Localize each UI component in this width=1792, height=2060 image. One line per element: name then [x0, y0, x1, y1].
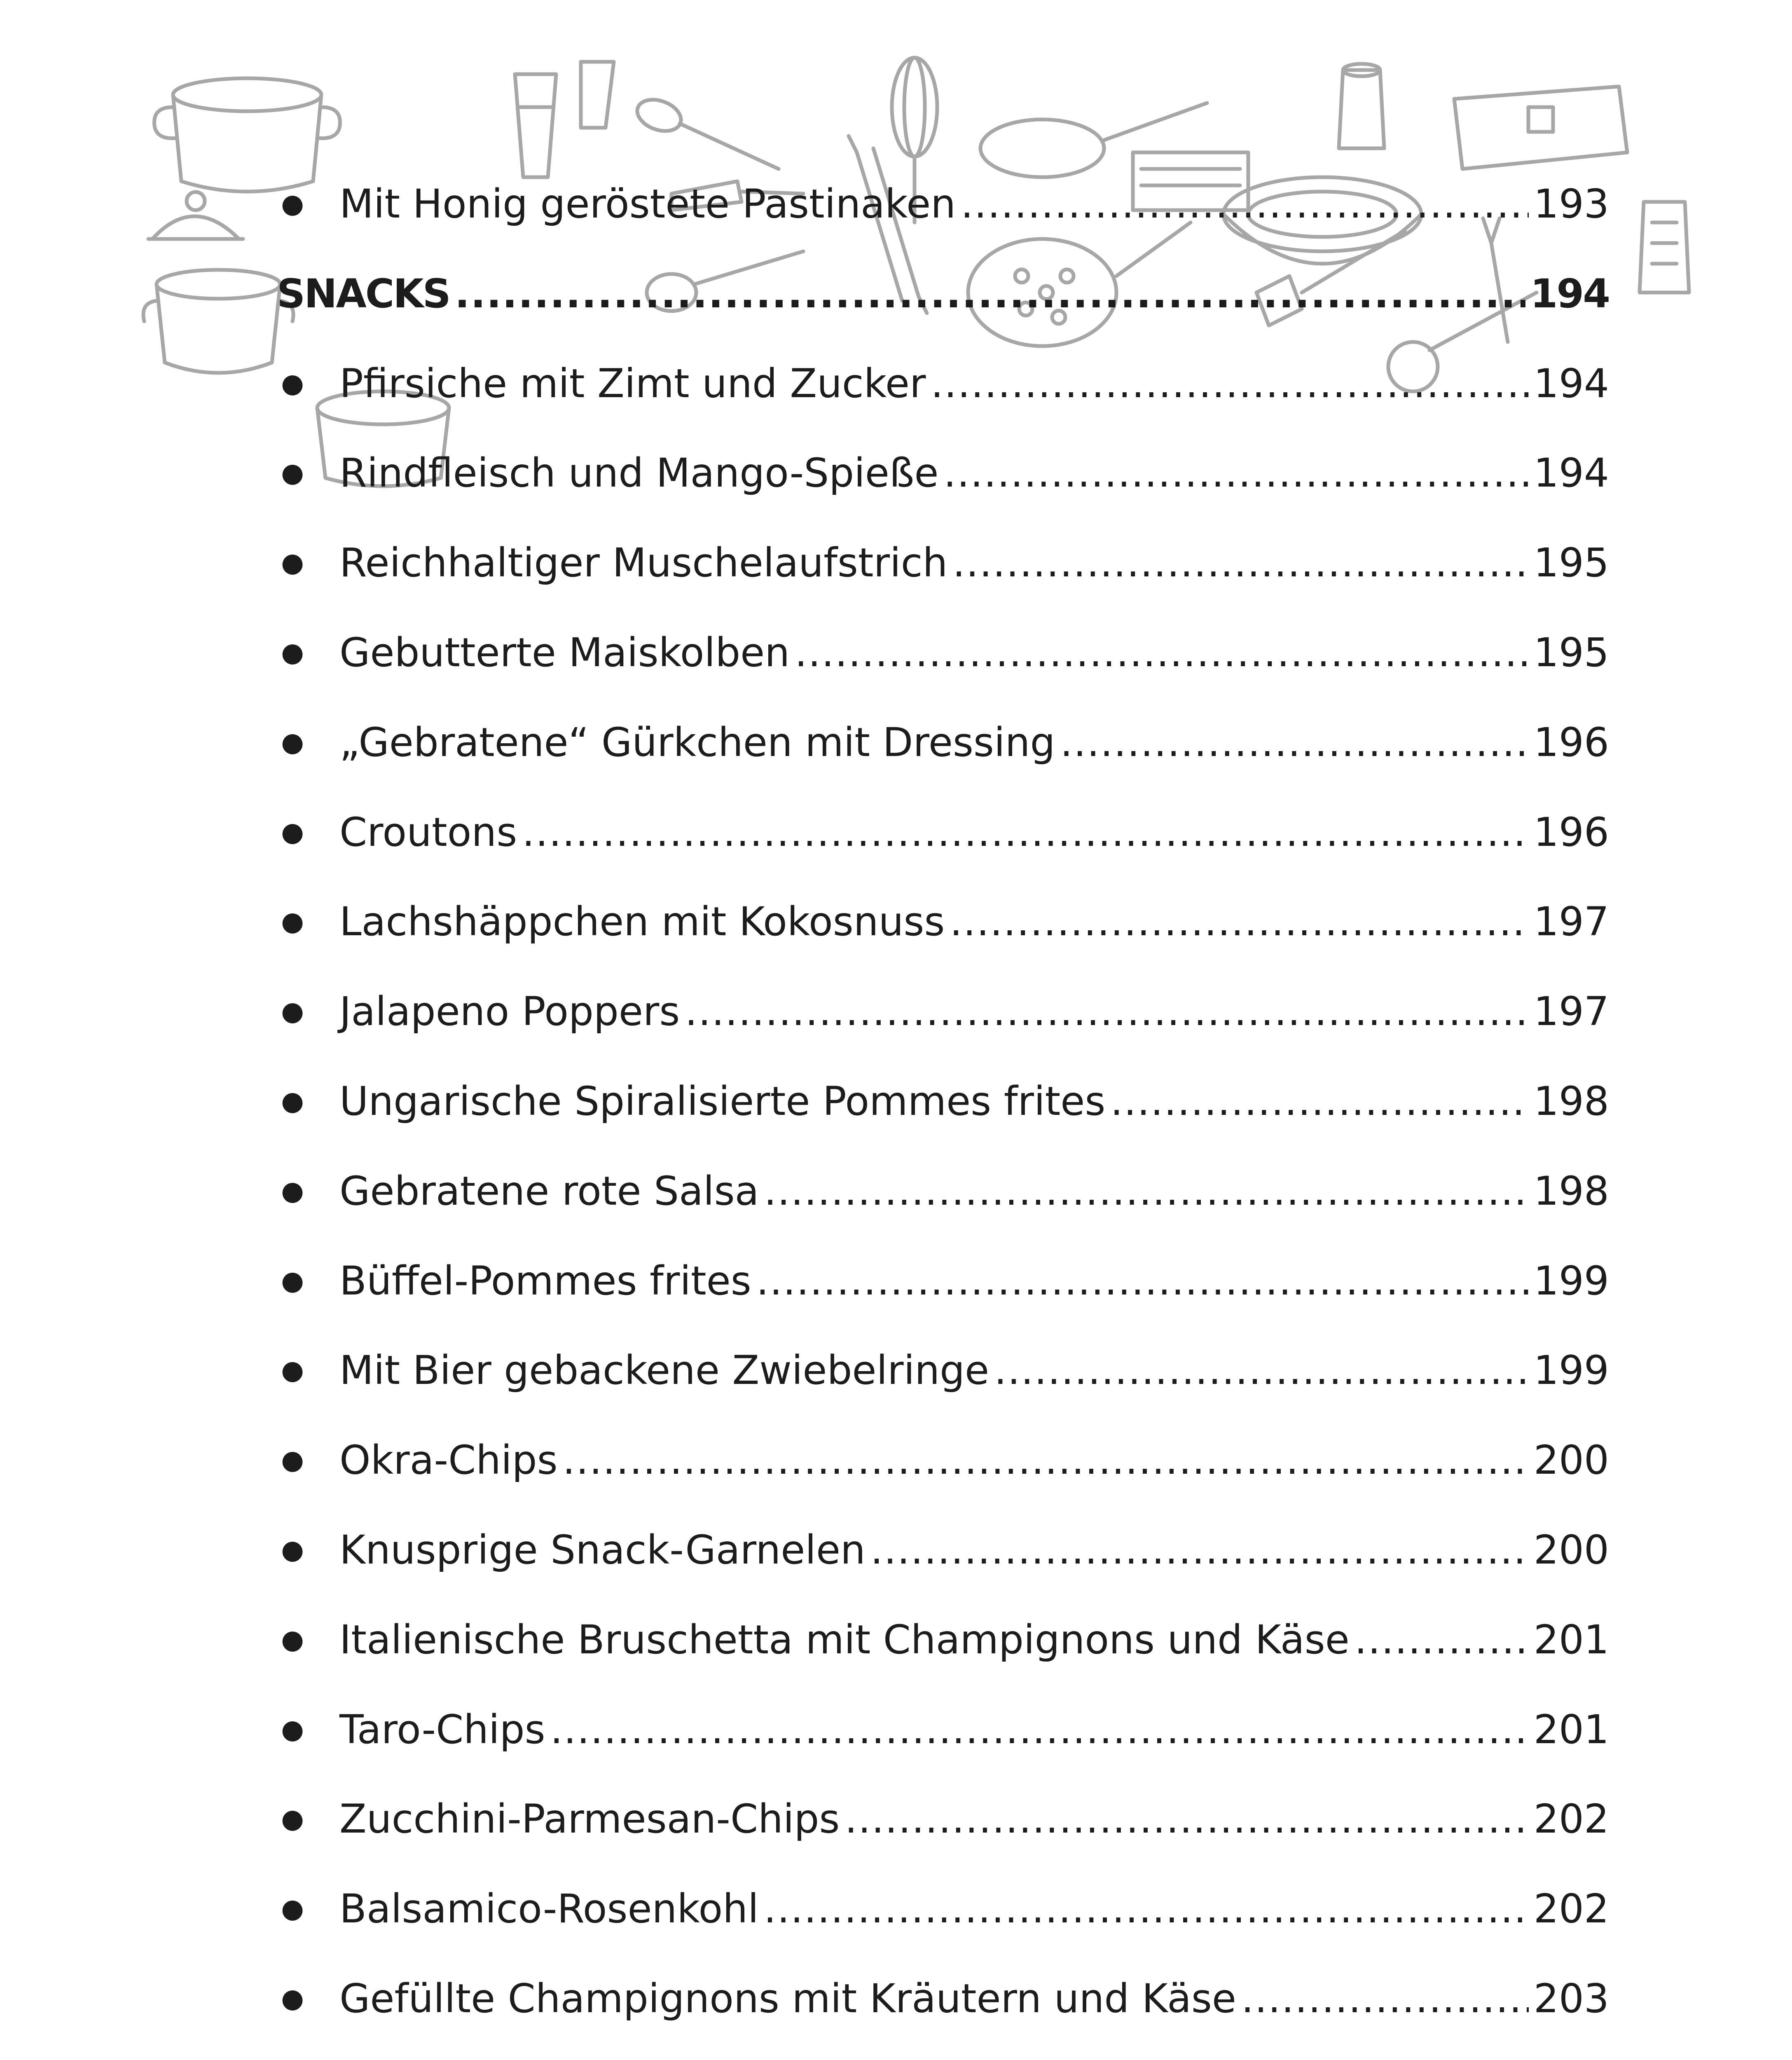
entry-title: Zucchini-Parmesan-Chips: [339, 1796, 840, 1842]
toc-line: [339, 1160, 1609, 1222]
toc-entry[interactable]: [277, 801, 1609, 863]
bullet-icon: ●: [281, 548, 304, 578]
page-number: [1534, 2058, 1609, 2060]
dot-leader: [563, 1429, 1529, 1491]
toc-line: [339, 712, 1609, 773]
toc-entry[interactable]: [277, 353, 1609, 414]
entry-title: Mit Bier gebackene Zwiebelringe: [339, 1347, 990, 1394]
toc-entry[interactable]: [277, 712, 1609, 773]
page-number: 195: [1533, 630, 1609, 676]
toc-entry[interactable]: [277, 442, 1609, 504]
page-number: 202: [1533, 1886, 1609, 1932]
bullet-icon: ●: [281, 1175, 304, 1206]
toc-entry[interactable]: [277, 1609, 1609, 1671]
toc-line: [339, 622, 1609, 684]
toc-line: [339, 173, 1609, 235]
page-number: 203: [1533, 1976, 1609, 2022]
toc-line: [339, 442, 1609, 504]
dot-leader: [550, 1699, 1529, 1760]
toc-entry[interactable]: [277, 2058, 1609, 2060]
dot-leader: [931, 353, 1528, 414]
toc-entry[interactable]: [277, 1788, 1609, 1850]
toc-section-heading[interactable]: [277, 263, 1609, 325]
dot-leader: [764, 1160, 1528, 1222]
bullet-icon: ●: [281, 1355, 304, 1386]
entry-title: Croutons: [339, 809, 517, 855]
entry-title: Gebutterte Maiskolben: [339, 630, 790, 676]
bullet-icon: ●: [281, 1624, 304, 1655]
bullet-icon: ●: [281, 1714, 304, 1745]
dot-leader: [685, 981, 1528, 1042]
bullet-icon: [280, 2058, 305, 2060]
page-number: 200: [1533, 1437, 1609, 1484]
toc-line: [339, 1788, 1609, 1850]
dot-leader: [1110, 1070, 1528, 1132]
toc-line: [339, 1339, 1609, 1401]
page-number: 198: [1533, 1078, 1609, 1124]
bullet-icon: ●: [281, 1894, 304, 1924]
toc-entry[interactable]: [277, 1250, 1609, 1312]
dot-leader: [756, 1250, 1529, 1312]
toc-entry[interactable]: [277, 1878, 1609, 1940]
bullet-icon: ●: [281, 727, 304, 758]
dot-leader: [943, 442, 1528, 504]
bullet-icon: ●: [281, 189, 304, 219]
bullet-icon: ●: [281, 1445, 304, 1476]
dot-leader: [952, 532, 1528, 594]
dot-leader: [961, 173, 1529, 235]
dot-leader: [1060, 712, 1528, 773]
entry-title: Rindfleisch und Mango-Spieße: [339, 450, 939, 496]
page-number: 193: [1533, 181, 1609, 227]
toc-entry[interactable]: [277, 1070, 1609, 1132]
page-number: 201: [1533, 1706, 1609, 1753]
dot-leader: [845, 1788, 1528, 1850]
toc-line: [339, 532, 1609, 594]
bullet-icon: ●: [281, 817, 304, 847]
toc-line: [339, 1878, 1609, 1940]
page-number: 201: [1533, 1616, 1609, 1663]
entry-title: Pfirsiche mit Zimt und Zucker: [339, 360, 926, 407]
bullet-icon: ●: [281, 1086, 304, 1117]
page-number: 202: [1533, 1796, 1609, 1842]
toc-entry[interactable]: [277, 891, 1609, 953]
entry-title: Ungarische Spiralisierte Pommes frites: [339, 1078, 1106, 1124]
entry-title: Jalapeno Poppers: [339, 988, 680, 1035]
bullet-icon: ●: [281, 368, 304, 399]
dot-leader: [1241, 1968, 1529, 2030]
toc-line: [339, 1519, 1609, 1581]
toc-entry[interactable]: [277, 1699, 1609, 1760]
page-number: 194: [1530, 270, 1609, 317]
toc-entry[interactable]: [277, 1429, 1609, 1491]
page-number: 198: [1533, 1168, 1609, 1214]
bullet-icon: ●: [281, 906, 304, 937]
entry-title: „Gebratene“ Gürkchen mit Dressing: [339, 719, 1055, 765]
page-number: 194: [1533, 360, 1609, 407]
entry-title: Taro-Chips: [339, 1706, 545, 1753]
toc-entry[interactable]: [277, 1968, 1609, 2030]
dot-leader: [1355, 1609, 1529, 1671]
page-number: 197: [1533, 899, 1609, 945]
entry-title: Gebratene rote Salsa: [339, 1168, 759, 1214]
entry-title: Italienische Bruschetta mit Champignons und Käse: [339, 1616, 1350, 1663]
toc-line: [339, 1609, 1609, 1671]
dot-leader: [950, 891, 1528, 953]
toc-entry[interactable]: [277, 1160, 1609, 1222]
bullet-icon: ●: [281, 1535, 304, 1565]
toc-line: [339, 891, 1609, 953]
bullet-icon: ●: [281, 1983, 304, 2014]
toc-line: [339, 2058, 1609, 2060]
entry-title: Knusprige Snack-Garnelen: [339, 1527, 866, 1573]
dot-leader: [794, 2058, 1529, 2060]
dot-leader: [764, 1878, 1529, 1940]
toc-line: [339, 1968, 1609, 2030]
bullet-icon: ●: [281, 996, 304, 1027]
entry-title: Mit Honig geröstete Pastinaken: [339, 181, 956, 227]
entry-title: [339, 2058, 789, 2060]
dot-leader: [795, 622, 1529, 684]
toc-entry[interactable]: [277, 622, 1609, 684]
toc-entry[interactable]: [277, 173, 1609, 235]
toc-line: [339, 1699, 1609, 1760]
page-number: 199: [1533, 1257, 1609, 1304]
toc-entry[interactable]: [277, 981, 1609, 1042]
toc-line: [339, 801, 1609, 863]
toc-line: [339, 981, 1609, 1042]
page-number: 196: [1533, 719, 1609, 765]
bullet-icon: ●: [281, 458, 304, 489]
dot-leader: [455, 263, 1525, 325]
entry-title: Lachshäppchen mit Kokosnuss: [339, 899, 945, 945]
dot-leader: [994, 1339, 1529, 1401]
page-number: 200: [1533, 1527, 1609, 1573]
page-number: 197: [1533, 988, 1609, 1035]
toc-entry[interactable]: [277, 532, 1609, 594]
dot-leader: [870, 1519, 1529, 1581]
entry-title: Gefüllte Champignons mit Kräutern und Käse: [339, 1976, 1236, 2022]
section-title: SNACKS: [277, 270, 450, 317]
entry-title: Büffel-Pommes frites: [339, 1257, 751, 1304]
toc-line: [277, 263, 1609, 325]
entry-title: Balsamico-Rosenkohl: [339, 1886, 759, 1932]
bullet-icon: ●: [281, 1804, 304, 1835]
toc-entry[interactable]: [277, 1519, 1609, 1581]
page-number: 195: [1533, 540, 1609, 586]
toc-line: [339, 1429, 1609, 1491]
toc-line: [339, 1250, 1609, 1312]
toc-entry[interactable]: [277, 1339, 1609, 1401]
page-number: 194: [1533, 450, 1609, 496]
dot-leader: [522, 801, 1529, 863]
entry-title: Okra-Chips: [339, 1437, 558, 1484]
bullet-icon: ●: [281, 637, 304, 668]
page-number: 196: [1533, 809, 1609, 855]
page-number: 199: [1533, 1347, 1609, 1394]
toc-line: [339, 353, 1609, 414]
toc-line: [339, 1070, 1609, 1132]
entry-title: Reichhaltiger Muschelaufstrich: [339, 540, 948, 586]
bullet-icon: ●: [281, 1265, 304, 1296]
